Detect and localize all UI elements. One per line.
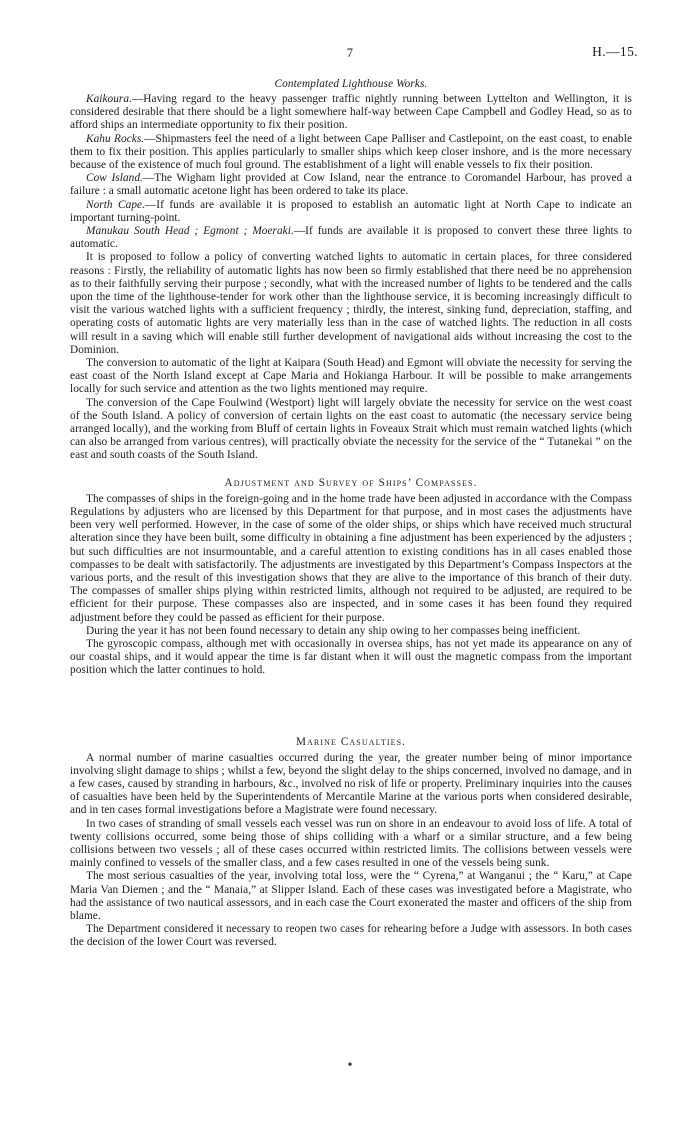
side-head: Kahu Rocks. [86,132,145,145]
side-head: Manukau South Head ; Egmont ; Moeraki. [86,225,294,238]
paragraph: The Department considered it necessary to reopen two cases for rehearing before a Judge with assessors. In both cases the decision of the lower Court was reversed. [70,923,632,949]
section-spacer [70,678,632,722]
paragraph: The conversion of the Cape Foulwind (Westport) light will largely obviate the necessity for service on the west coast of the South Island. A policy of conversion of certain lights on the east coast to automatic (the necessary service being arranged locally), and the working from Bluff of certain lights in Foveaux Strait which must remain watched lights (which can also be arranged from various centres), will practically obviate the necessity for the service of the “ Tutanekai ” on the east and south coasts of the South Island. [70,396,632,462]
running-title: Contemplated Lighthouse Works. [274,78,428,90]
paragraph: The gyroscopic compass, although met with occasionally in oversea ships, has not yet made its appearance on any of our coastal ships, and it would appear the time is far distant when it will oust the magnetic compass from the important position which the latter continues to hold. [70,637,632,677]
paragraph: During the year it has not been found necessary to detain any ship owing to her compasses being inefficient. [86,624,581,637]
footer-mark: • [347,1058,353,1073]
paragraph: A normal number of marine casualties occurred during the year, the greater number being of minor importance involving slight damage to ships ; whilst a few, beyond the slight delay to the ships concerned, involved no damage, and in a few cases, caused by stranding in harbours, &c., involved no risk of life or property. Preliminary inquiries into the causes of casualties have been held by the Superintendents of Mercantile Marine at the various ports when considered desirable, and in ten cases formal investigations before a Magistrate were found necessary. [70,751,632,817]
side-head: North Cape. [86,198,145,211]
paragraph [70,225,632,251]
side-head: Cow Island. [86,172,143,185]
paragraph: The most serious casualties of the year, involving total loss, were the “ Cyrena,” at Wanganui ; the “ Karu,” at Cape Maria Van Diemen ; and the “ Manaia,” at Slipper Island. Each of these cases was investigated before a Magistrate, who had the assistance of two nautical assessors, and in each case the Court exonerated the master and officers of the ship from blame. [70,870,632,922]
paragraph [70,199,632,225]
paragraph-text: —The Wigham light provided at Cow Island, near the entrance to Coromandel Harbour, has proved a failure : a small automatic acetone light has been ordered to take its place. [70,172,632,198]
side-head: Kaikoura. [86,93,132,105]
paragraph-text: —Having regard to the heavy passenger traffic nightly running between Lyttelton and Wellington, it is considered desirable that there should be a light somewhere half-way between Cape Campbell and Godley Head, so as to afford ships an intermediate opportunity to fix their position. [70,93,632,132]
paragraph: The conversion to automatic of the light at Kaipara (South Head) and Egmont will obviate the necessity for serving the east coast of the North Island except at Cape Maria and Hokianga Harbour. It will be possible to make arrangements locally for such service and attention as the two lights mentioned may require. [70,357,632,396]
page-number: 7 [346,46,354,60]
paragraph: In two cases of stranding of small vessels each vessel was run on shore in an endeavour to avoid loss of life. A total of twenty collisions occurred, some being those of ships colliding with a wharf or a similar structure, and a few being collisions between two vessels ; all of these cases occurred within restricted limits. The collisions between vessels were mainly confined to vessels of the smaller class, and a few cases resulted in one of the vessels being sunk. [70,817,632,870]
document-body [70,78,632,950]
paragraph-text: —If funds are available it is proposed to convert these three lights to automatic. [70,225,633,251]
paragraph [70,133,632,173]
paragraph-text: —Shipmasters feel the need of a light between Cape Palliser and Castlepoint, on the east coast, to enable them to fix their position. This applies particularly to smaller ships which keep closer inshore, and is the more necessary because of the existence of much foul ground. The establishment of a light will enable vessels to fix their position. [70,132,633,172]
paragraph [70,172,632,198]
section-heading-casualties: Marine Casualties. [295,735,407,748]
page-header [70,44,638,66]
section-heading-compasses: Adjustment and Survey of Ships’ Compasses. [224,476,478,489]
paragraph: The compasses of ships in the foreign-going and in the home trade have been adjusted in accordance with the Compass Regulations by adjusters who are licensed by this Department for that purpose, and in most cases the adjustments have been very well performed. However, in the case of some of the older ships, or ships which have received much structural alteration since they have been built, some difficulty in obtaining a fine adjustment has been experienced by the adjusters ; but such difficulties are not insurmountable, and a careful attention to existing conditions has in all cases enabled those compasses to be dealt with satisfactorily. The adjustments are investigated by this Department’s Compass Inspectors at the various ports, and the result of this investigation shows that they are alive to the importance of this branch of their duty. The compasses of smaller ships plying within restricted limits, although not required to be adjusted, are required to be efficient for their purpose. These compasses also are inspected, and in some cases it has been found they required adjustment before they could be passed as efficient for their purpose. [70,492,632,624]
paragraph-text: —If funds are available it is proposed to establish an automatic light at North Cape to indicate an important turning-point. [70,198,632,224]
paragraph [70,93,632,133]
paragraph: It is proposed to follow a policy of converting watched lights to automatic in certain places, for three considered reasons : Firstly, the reliability of automatic lights has now been so firmly established that there need be no apprehension as to their faithfully serving their purpose ; secondly, what with the increased number of lights to be tendered and the calls upon the time of the lighthouse-tender for work other than the lighthouse service, it is becoming increasingly difficult to visit the various watched lights with a sufficient frequency ; thirdly, the interest, sinking fund, depreciation, staffing, and operating costs of automatic lights are very materially less than in the case of watched lights. The reduction in all costs will result in a saving which will enable still further development of navigational aids without increasing the cost to the Dominion. [70,251,632,356]
document-code: H.—15. [592,44,638,59]
